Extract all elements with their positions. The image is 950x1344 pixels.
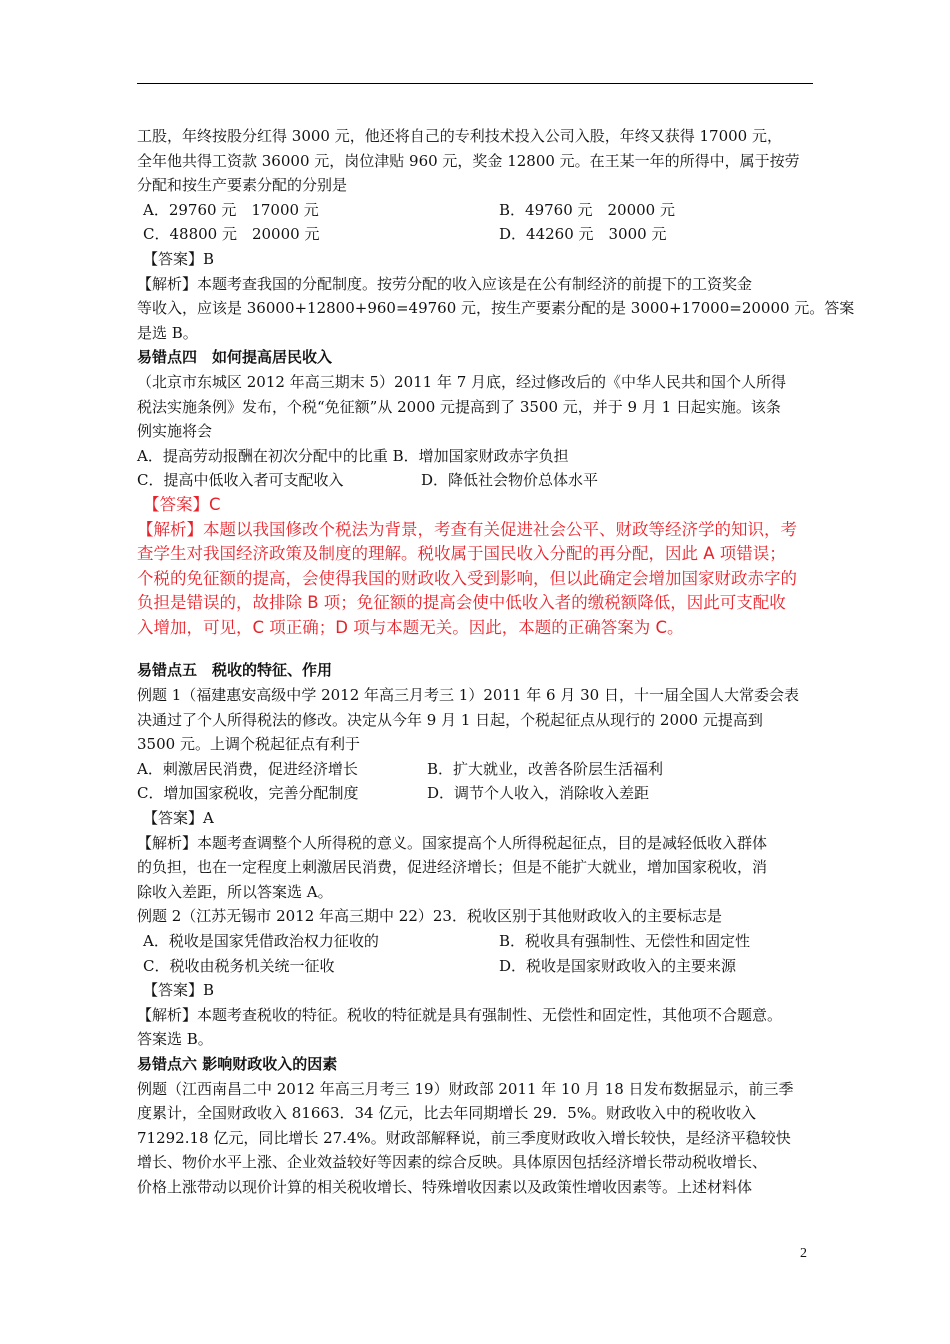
point6-ex-line: 71292.18 亿元，同比增长 27.4%。财政部解释说，前三季度财政收入增长较快，是经济平稳较快 <box>137 1128 791 1147</box>
point5-ex2-answer: 【答案】B <box>143 981 215 1000</box>
point5-ex1-analysis-line: 除收入差距，所以答案选 A。 <box>137 882 333 901</box>
q3-line: 全年他共得工资款 36000 元，岗位津贴 960 元，奖金 12800 元。在王某一年的所得中，属于按劳 <box>137 151 800 170</box>
point4-analysis-line: 负担是错误的，故排除 B 项；免征额的提高会使中低收入者的缴税额降低，因此可支配收 <box>137 593 786 613</box>
point4-option-c: C．提高中低收入者可支配收入 <box>137 471 344 490</box>
point5-ex1-line: 决通过了个人所得税法的修改。决定从今年 9 月 1 日起，个税起征点从现行的 2000 元提高到 <box>137 710 763 729</box>
point4-options-row <box>137 468 827 493</box>
q3-analysis-line: 【解析】本题考查我国的分配制度。按劳分配的收入应该是在公有制经济的前提下的工资奖金 <box>137 274 753 293</box>
point5-ex1-analysis-line: 【解析】本题考查调整个人所得税的意义。国家提高个人所得税起征点，目的是减轻低收入群体 <box>137 833 768 852</box>
point4-analysis-line: 个税的免征额的提高，会使得我国的财政收入受到影响，但以此确定会增加国家财政赤字的 <box>137 568 797 588</box>
q3-option-a: A．29760 元 17000 元 <box>143 200 319 219</box>
q3-option-c: C．48800 元 20000 元 <box>143 225 320 244</box>
point5-ex1-options-row-1 <box>137 757 827 782</box>
point4-question-line: （北京市东城区 2012 年高三期末 5）2011 年 7 月底，经过修改后的《中华人民共和国个人所得 <box>137 372 787 391</box>
page-content <box>137 124 855 1200</box>
point5-ex2-option-d: D．税收是国家财政收入的主要来源 <box>499 956 737 975</box>
section-heading-point5: 易错点五 税收的特征、作用 <box>137 661 333 680</box>
point4-option-ab: A．提高劳动报酬在初次分配中的比重 B．增加国家财政赤字负担 <box>137 446 569 465</box>
q3-line: 工股，年终按股分红得 3000 元，他还将自己的专利技术投入公司入股，年终又获得 17000 元， <box>137 127 782 145</box>
point4-question-line: 例实施将会 <box>137 422 213 441</box>
q3-option-d: D．44260 元 3000 元 <box>499 225 667 244</box>
point5-ex1-option-d: D．调节个人收入，消除收入差距 <box>427 784 650 803</box>
q3-options-row-2 <box>137 222 827 247</box>
point5-ex1-analysis-line: 的负担，也在一定程度上刺激居民消费，促进经济增长；但是不能扩大就业，增加国家税收，消 <box>137 858 768 877</box>
point5-ex1-options-row-2 <box>137 781 827 806</box>
point5-ex1-option-c: C．增加国家税收，完善分配制度 <box>137 784 359 803</box>
point4-analysis-line: 【解析】本题以我国修改个税法为背景，考查有关促进社会公平、财政等经济学的知识，考 <box>137 519 797 539</box>
point5-ex2-option-a: A．税收是国家凭借政治权力征收的 <box>143 932 379 950</box>
point5-ex2-option-c: C．税收由税务机关统一征收 <box>143 956 335 975</box>
point5-ex1-option-b: B．扩大就业，改善各阶层生活福利 <box>427 759 664 778</box>
page-number: 2 <box>800 1246 807 1261</box>
point5-ex2-analysis-line: 答案选 B。 <box>137 1030 213 1049</box>
header-rule <box>137 83 813 84</box>
q3-analysis-line: 等收入，应该是 36000+12800+960=49760 元，按生产要素分配的是 3000+17000=20000 元。答案 <box>137 299 855 318</box>
point5-ex2-options-row-1 <box>137 929 827 954</box>
point4-analysis-line: 查学生对我国经济政策及制度的理解。税收属于国民收入分配的再分配，因此 A 项错误； <box>137 544 786 564</box>
point6-ex-line: 价格上涨带动以现价计算的相关税收增长、特殊增收因素以及政策性增收因素等。上述材料体 <box>137 1177 753 1196</box>
q3-line: 分配和按生产要素分配的分别是 <box>137 176 348 195</box>
point5-ex1-line: 例题 1（福建惠安高级中学 2012 年高三月考三 1）2011 年 6 月 30 日，十一届全国人大常委会表 <box>137 686 799 705</box>
point4-answer: 【答案】C <box>143 494 221 514</box>
point6-ex-line: 例题（江西南昌二中 2012 年高三月考三 19）财政部 2011 年 10 月 18 日发布数据显示，前三季 <box>137 1079 794 1098</box>
point5-ex2-analysis-line: 【解析】本题考查税收的特征。税收的特征就是具有强制性、无偿性和固定性，其他项不合题意。 <box>137 1005 783 1024</box>
point5-ex2-question: 例题 2（江苏无锡市 2012 年高三期中 22）23．税收区别于其他财政收入的主要标志是 <box>137 907 722 926</box>
point4-analysis-line: 入增加，可见，C 项正确；D 项与本题无关。因此，本题的正确答案为 C。 <box>137 617 684 637</box>
q3-options-row-1 <box>137 198 827 223</box>
point5-ex1-option-a: A．刺激居民消费，促进经济增长 <box>137 759 358 778</box>
q3-option-b: B．49760 元 20000 元 <box>499 200 675 219</box>
section-heading-point4: 易错点四 如何提高居民收入 <box>137 348 333 367</box>
point5-ex2-option-b: B．税收具有强制性、无偿性和固定性 <box>499 932 751 950</box>
point6-ex-line: 度累计，全国财政收入 81663．34 亿元，比去年同期增长 29．5%。财政收入中的税收收入 <box>137 1104 756 1123</box>
q3-analysis-line: 是选 B。 <box>137 323 198 342</box>
spacer <box>137 640 827 658</box>
point5-ex1-line: 3500 元。上调个税起征点有利于 <box>137 735 360 754</box>
point6-ex-line: 增长、物价水平上涨、企业效益较好等因素的综合反映。具体原因包括经济增长带动税收增长、 <box>137 1153 768 1172</box>
point5-ex1-answer: 【答案】A <box>143 809 214 828</box>
point5-ex2-options-row-2 <box>137 954 827 979</box>
q3-answer: 【答案】B <box>143 249 215 268</box>
section-heading-point6: 易错点六 影响财政收入的因素 <box>137 1054 338 1073</box>
point4-question-line: 税法实施条例》发布，个税“免征额”从 2000 元提高到了 3500 元，并于 9 月 1 日起实施。该条 <box>137 397 781 416</box>
point4-option-d: D．降低社会物价总体水平 <box>421 471 599 490</box>
